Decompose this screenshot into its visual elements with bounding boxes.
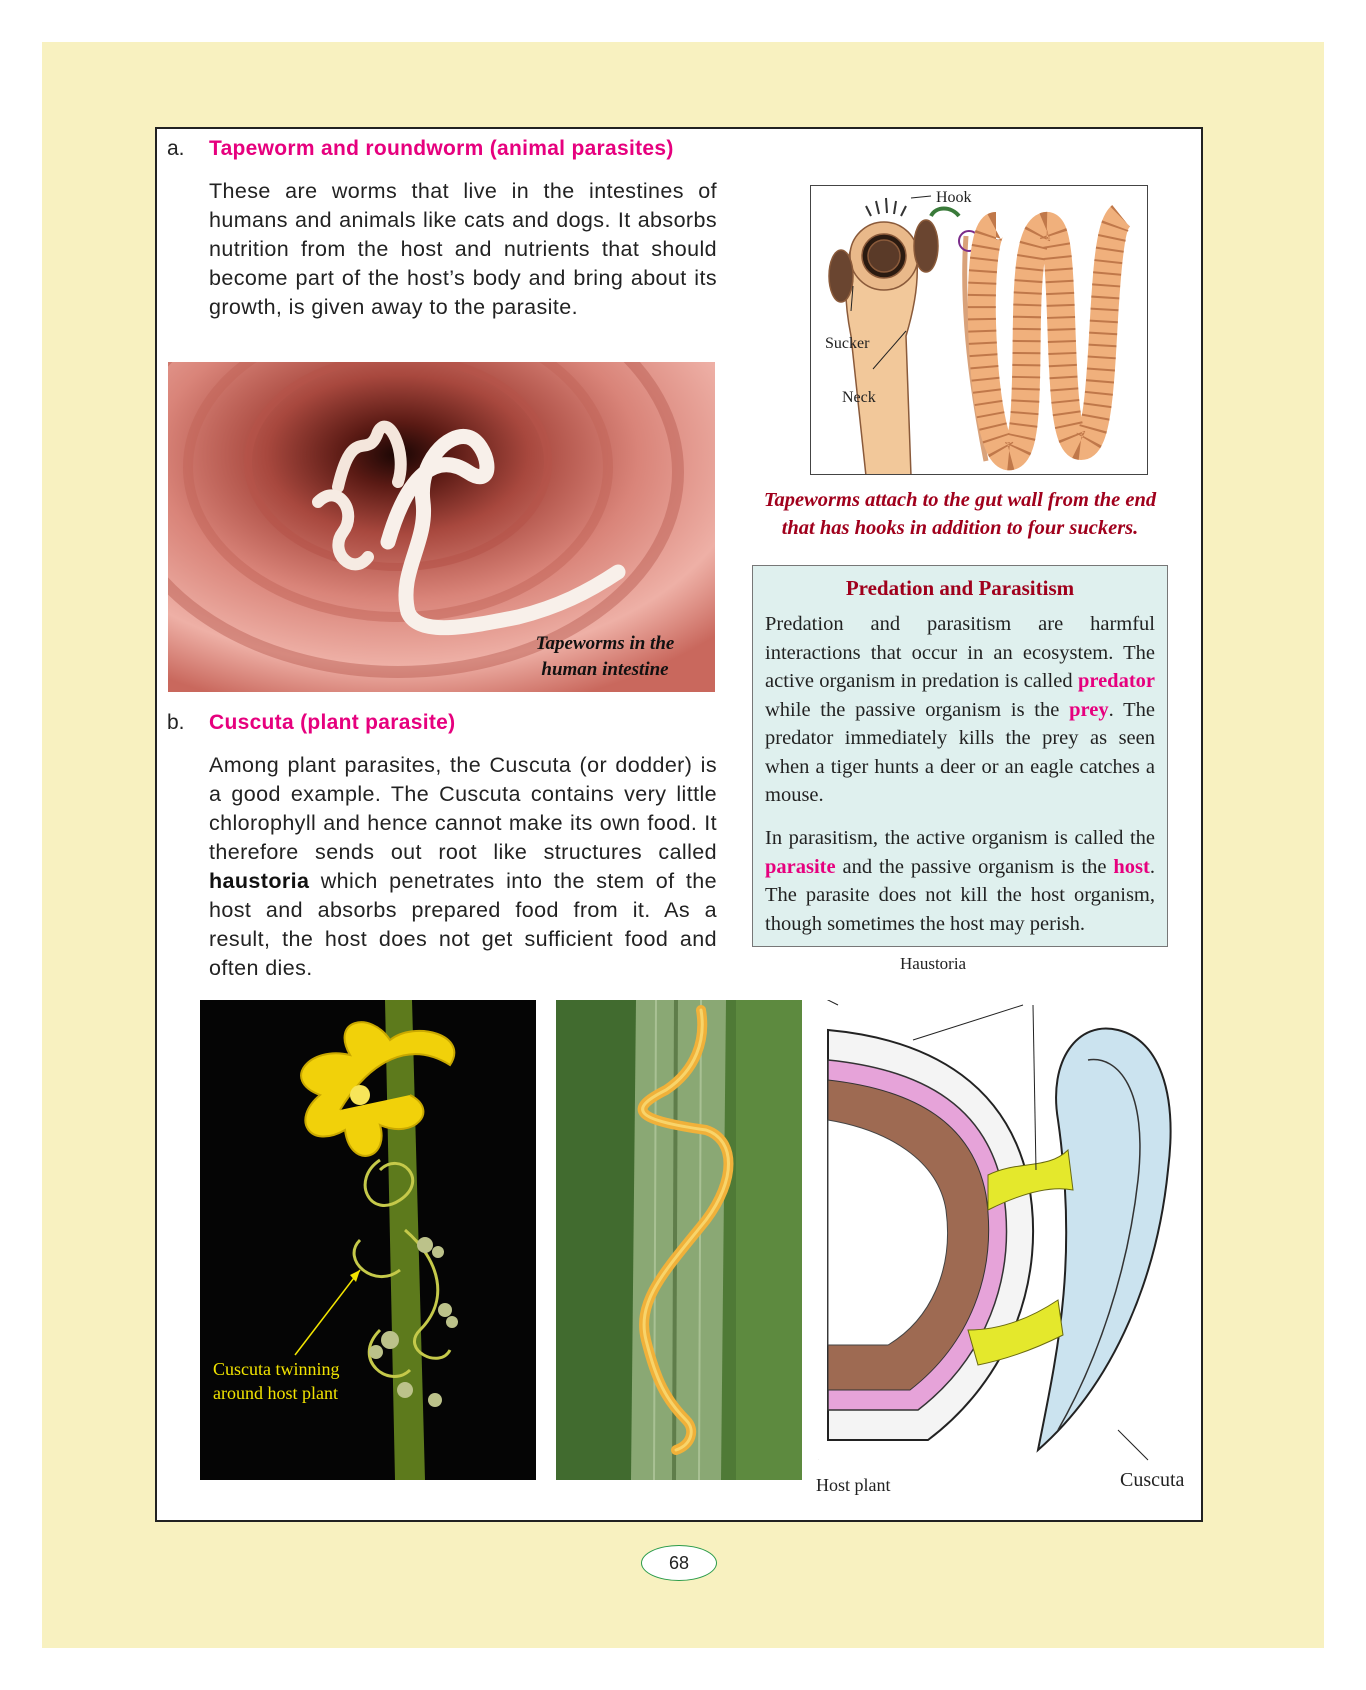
host-term: host — [1113, 855, 1150, 878]
parasite-term: parasite — [765, 855, 836, 878]
box-p2-mid: and the passive organism is the — [835, 855, 1114, 878]
host-plant-label: Host plant — [816, 1475, 891, 1495]
box-p1-mid: while the passive organism is the — [765, 698, 1070, 721]
box-title: Predation and Parasitism — [845, 576, 1075, 600]
tapeworm-diagram — [810, 185, 1148, 475]
intestine-caption-line1: Tapeworms in the — [535, 633, 675, 654]
haustoria-cross-section — [818, 1000, 1198, 1480]
box-paragraph-2 — [765, 824, 1155, 938]
tapeworm-diagram-caption — [752, 486, 1168, 542]
section-b-text-start: Among plant parasites, the Cuscuta (or dodder) is a good example. The Cuscuta contains very little chlorophyll and hence cannot make its own food. It therefore sends out root like structures called — [209, 753, 717, 864]
haustoria-term: haustoria — [209, 869, 310, 893]
cuscuta-label: Cuscuta — [1120, 1469, 1185, 1491]
intestine-caption-line2: human intestine — [541, 659, 669, 680]
box-p2-start: In parasitism, the active organism is called the — [765, 827, 1155, 849]
cuscuta-caption-line2: around host plant — [213, 1383, 338, 1403]
section-b-paragraph — [209, 751, 717, 983]
box-p1-start: Predation and parasitism are harmful interactions that occur in an ecosystem. The active organism in predation is called — [765, 613, 1155, 692]
section-a-marker: a. — [167, 137, 185, 160]
haustoria-label: Haustoria — [900, 954, 967, 973]
box-paragraph-1 — [765, 610, 1155, 810]
cuscuta-photo-caption — [213, 1357, 340, 1405]
neck-label: Neck — [842, 389, 876, 406]
page-number: 68 — [641, 1545, 717, 1581]
box-p2-end: . The parasite does not kill the host organism, though sometimes the host may perish. — [765, 855, 1155, 935]
section-b-marker: b. — [167, 711, 185, 734]
box-p1-end: . The predator immediately kills the prey as seen when a tiger hunts a deer or an eagle catches a mouse. — [765, 698, 1155, 806]
section-a-heading: Tapeworm and roundworm (animal parasites) — [209, 137, 674, 160]
predation-parasitism-box — [752, 565, 1168, 947]
prey-term: prey — [1069, 698, 1109, 721]
hook-label: Hook — [936, 189, 972, 206]
sucker-label: Sucker — [825, 335, 870, 352]
cuscuta-stem-photo — [556, 1000, 802, 1480]
predator-term: predator — [1077, 670, 1155, 692]
cuscuta-flower-photo — [200, 1000, 536, 1480]
section-b-text-end: which penetrates into the stem of the host and absorbs prepared food from it. As a result, the host does not get sufficient food and often dies. — [209, 869, 717, 980]
tapeworm-caption-line2: that has hooks in addition to four suckers. — [781, 517, 1139, 539]
cuscuta-caption-line1: Cuscuta twinning — [213, 1359, 340, 1379]
section-b-heading: Cuscuta (plant parasite) — [209, 711, 456, 734]
tapeworm-caption-line1: Tapeworms attach to the gut wall from the end — [763, 489, 1157, 511]
intestine-photo-caption — [510, 631, 700, 683]
section-a-paragraph: These are worms that live in the intestines of humans and animals like cats and dogs. It absorbs nutrition from the host and nutrients that should become part of the host’s body and bring about its growth, is given away to the parasite. — [209, 179, 717, 319]
